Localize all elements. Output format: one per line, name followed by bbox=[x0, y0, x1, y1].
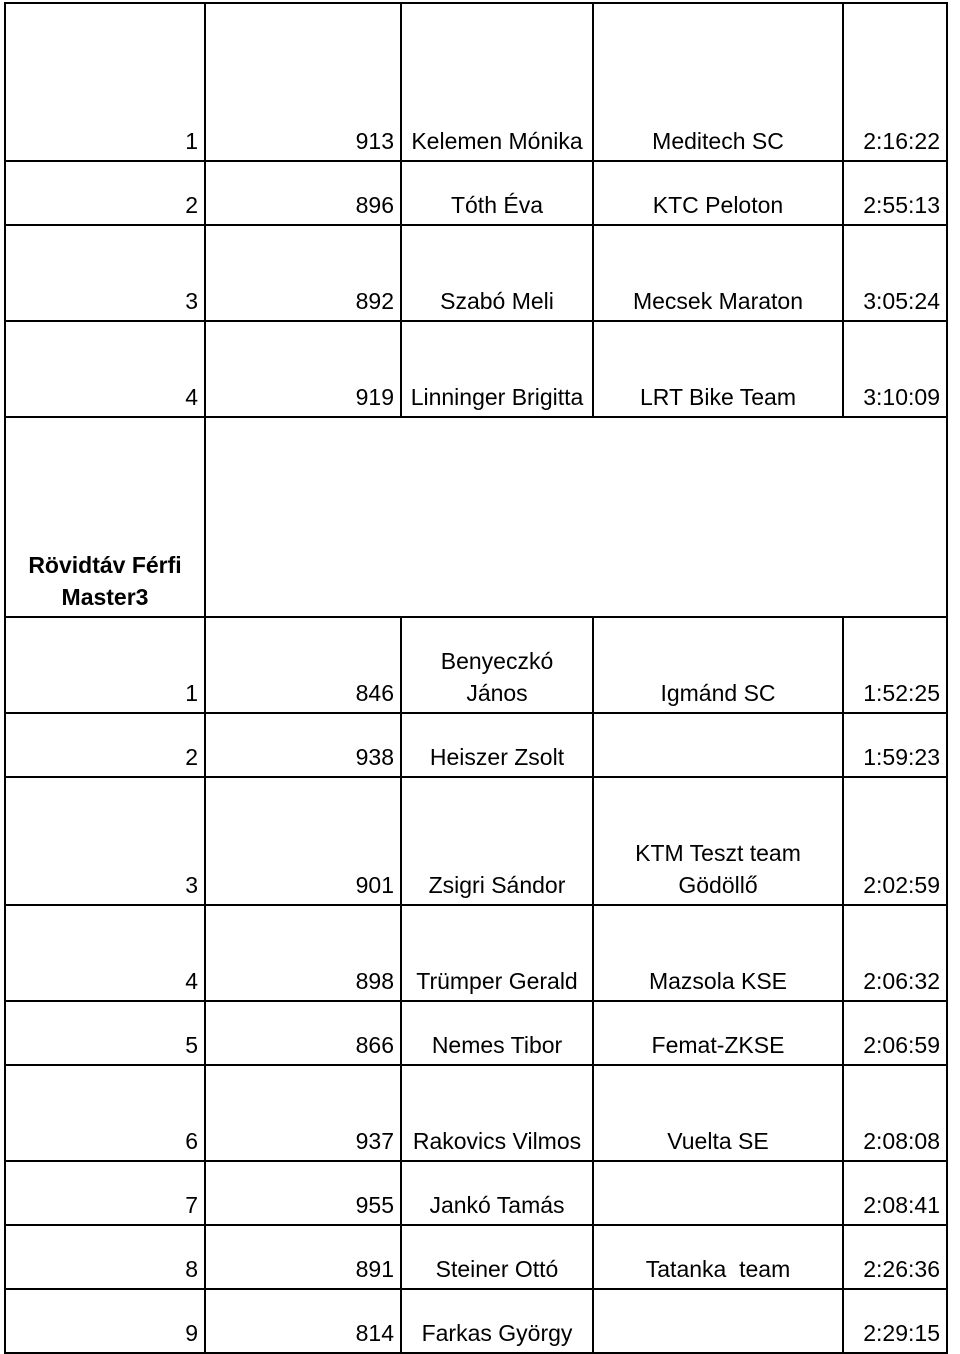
time-cell: 2:55:13 bbox=[843, 161, 947, 225]
rank-cell: 2 bbox=[5, 161, 205, 225]
name-cell: Nemes Tibor bbox=[401, 1001, 593, 1065]
name-cell: Heiszer Zsolt bbox=[401, 713, 593, 777]
table-row bbox=[5, 905, 947, 1001]
time-cell: 2:02:59 bbox=[843, 777, 947, 905]
club-cell: Tatanka team bbox=[593, 1225, 843, 1289]
bib-cell: 814 bbox=[205, 1289, 401, 1353]
time-cell: 2:29:15 bbox=[843, 1289, 947, 1353]
rank-cell: 3 bbox=[5, 777, 205, 905]
club-cell: LRT Bike Team bbox=[593, 321, 843, 417]
club-cell: Meditech SC bbox=[593, 3, 843, 161]
name-cell: Benyeczkó János bbox=[401, 617, 593, 713]
name-cell: Kelemen Mónika bbox=[401, 3, 593, 161]
rank-cell: 8 bbox=[5, 1225, 205, 1289]
time-cell: 2:08:08 bbox=[843, 1065, 947, 1161]
bib-cell: 938 bbox=[205, 713, 401, 777]
rank-cell: 4 bbox=[5, 321, 205, 417]
table-row bbox=[5, 1161, 947, 1225]
time-cell: 2:06:59 bbox=[843, 1001, 947, 1065]
table-row bbox=[5, 1289, 947, 1353]
bib-cell: 846 bbox=[205, 617, 401, 713]
table-row bbox=[5, 1001, 947, 1065]
name-cell: Szabó Meli bbox=[401, 225, 593, 321]
bib-cell: 937 bbox=[205, 1065, 401, 1161]
rank-cell: 1 bbox=[5, 617, 205, 713]
time-cell: 3:10:09 bbox=[843, 321, 947, 417]
time-cell: 2:16:22 bbox=[843, 3, 947, 161]
club-cell: KTC Peloton bbox=[593, 161, 843, 225]
club-cell: Igmánd SC bbox=[593, 617, 843, 713]
time-cell: 2:08:41 bbox=[843, 1161, 947, 1225]
bib-cell: 913 bbox=[205, 3, 401, 161]
name-cell: Tóth Éva bbox=[401, 161, 593, 225]
rank-cell: 4 bbox=[5, 905, 205, 1001]
time-cell: 2:26:36 bbox=[843, 1225, 947, 1289]
table-row bbox=[5, 3, 947, 161]
category-header-row bbox=[5, 417, 947, 617]
rank-cell: 7 bbox=[5, 1161, 205, 1225]
time-cell: 1:52:25 bbox=[843, 617, 947, 713]
category-spacer bbox=[205, 417, 947, 617]
club-cell: Vuelta SE bbox=[593, 1065, 843, 1161]
results-table bbox=[4, 2, 948, 1354]
time-cell: 3:05:24 bbox=[843, 225, 947, 321]
name-cell: Zsigri Sándor bbox=[401, 777, 593, 905]
bib-cell: 866 bbox=[205, 1001, 401, 1065]
club-cell bbox=[593, 713, 843, 777]
bib-cell: 898 bbox=[205, 905, 401, 1001]
bib-cell: 892 bbox=[205, 225, 401, 321]
bib-cell: 901 bbox=[205, 777, 401, 905]
table-row bbox=[5, 777, 947, 905]
bib-cell: 955 bbox=[205, 1161, 401, 1225]
club-cell bbox=[593, 1161, 843, 1225]
rank-cell: 9 bbox=[5, 1289, 205, 1353]
time-cell: 2:06:32 bbox=[843, 905, 947, 1001]
name-cell: Rakovics Vilmos bbox=[401, 1065, 593, 1161]
bib-cell: 919 bbox=[205, 321, 401, 417]
table-row bbox=[5, 321, 947, 417]
rank-cell: 3 bbox=[5, 225, 205, 321]
table-row bbox=[5, 1065, 947, 1161]
club-cell: Mecsek Maraton bbox=[593, 225, 843, 321]
name-cell: Steiner Ottó bbox=[401, 1225, 593, 1289]
rank-cell: 1 bbox=[5, 3, 205, 161]
name-cell: Farkas György bbox=[401, 1289, 593, 1353]
table-row bbox=[5, 225, 947, 321]
time-cell: 1:59:23 bbox=[843, 713, 947, 777]
rank-cell: 2 bbox=[5, 713, 205, 777]
club-cell: KTM Teszt team Gödöllő bbox=[593, 777, 843, 905]
name-cell: Trümper Gerald bbox=[401, 905, 593, 1001]
name-cell: Jankó Tamás bbox=[401, 1161, 593, 1225]
table-row bbox=[5, 713, 947, 777]
table-row bbox=[5, 161, 947, 225]
bib-cell: 896 bbox=[205, 161, 401, 225]
rank-cell: 5 bbox=[5, 1001, 205, 1065]
rank-cell: 6 bbox=[5, 1065, 205, 1161]
club-cell: Femat-ZKSE bbox=[593, 1001, 843, 1065]
name-cell: Linninger Brigitta bbox=[401, 321, 593, 417]
table-row bbox=[5, 1225, 947, 1289]
club-cell bbox=[593, 1289, 843, 1353]
table-row bbox=[5, 617, 947, 713]
category-title: Rövidtáv Férfi Master3 bbox=[5, 417, 205, 617]
club-cell: Mazsola KSE bbox=[593, 905, 843, 1001]
bib-cell: 891 bbox=[205, 1225, 401, 1289]
